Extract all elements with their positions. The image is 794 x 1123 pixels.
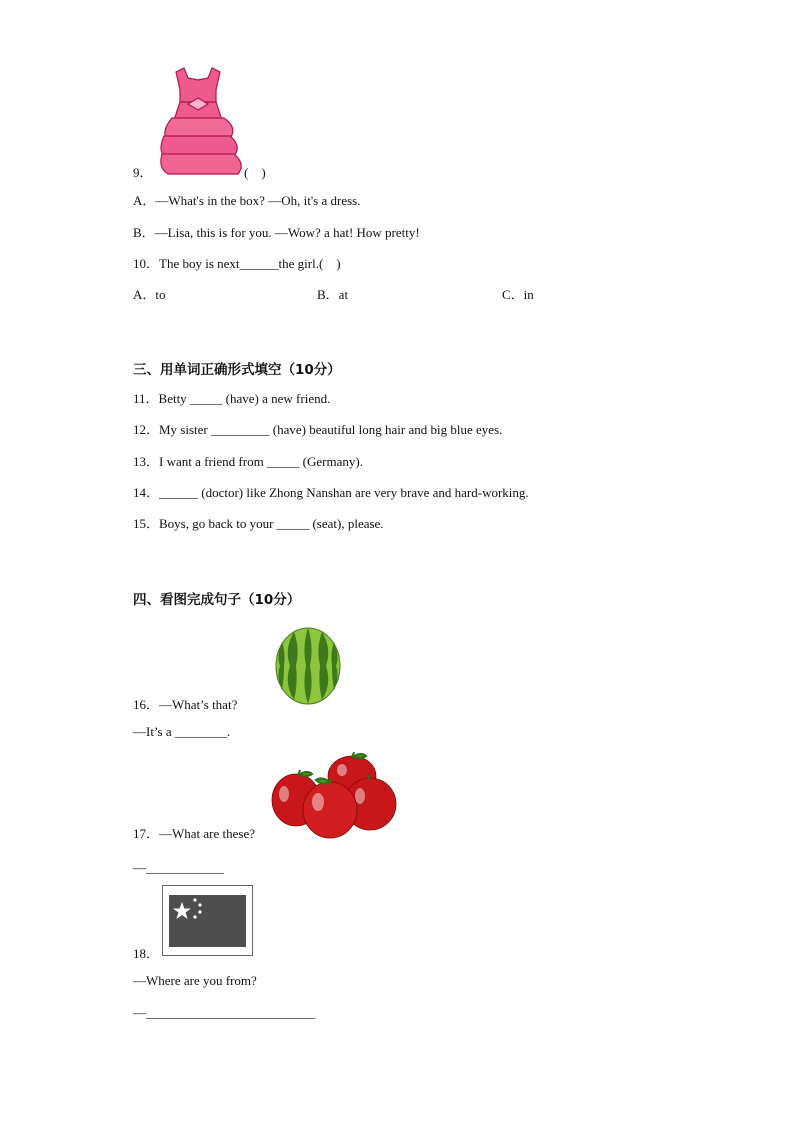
q17-answer: —____________ bbox=[133, 860, 224, 875]
china-flag-image bbox=[162, 885, 253, 956]
q18-question: —Where are you from? bbox=[133, 973, 257, 988]
dress-image bbox=[158, 64, 244, 176]
q10-option-c: C．in bbox=[502, 287, 534, 302]
q10-option-a: A．to bbox=[133, 287, 166, 302]
watermelon-image bbox=[274, 626, 342, 706]
q9-option-a: A．—What's in the box? —Oh, it's a dress. bbox=[133, 193, 361, 208]
section-3-title: 三、用单词正确形式填空（10分） bbox=[133, 362, 341, 378]
q14: 14．______ (doctor) like Zhong Nanshan are very brave and hard-working. bbox=[133, 485, 529, 500]
q10-option-b: B．at bbox=[317, 287, 349, 302]
q18-number: 18． bbox=[133, 946, 160, 961]
q16-answer: —It’s a ________. bbox=[133, 724, 231, 739]
q15: 15．Boys, go back to your _____ (seat), please. bbox=[133, 516, 384, 531]
q10-text: 10．The boy is next______the girl.( ) bbox=[133, 256, 341, 271]
q13: 13．I want a friend from _____ (Germany). bbox=[133, 454, 363, 469]
q9-option-b: B．—Lisa, this is for you. —Wow? a hat! How pretty! bbox=[133, 225, 420, 240]
q17-question: 17．—What are these? bbox=[133, 826, 256, 841]
q9-answer-paren: ( ) bbox=[244, 165, 266, 180]
q11: 11．Betty _____ (have) a new friend. bbox=[133, 391, 331, 406]
q18-answer: —__________________________ bbox=[133, 1005, 315, 1020]
q16-question: 16．—What’s that? bbox=[133, 697, 238, 712]
section-4-title: 四、看图完成句子（10分） bbox=[133, 592, 301, 608]
apples-image bbox=[270, 752, 398, 840]
q9-number: 9． bbox=[133, 165, 153, 180]
q12: 12．My sister _________ (have) beautiful long hair and big blue eyes. bbox=[133, 422, 503, 437]
